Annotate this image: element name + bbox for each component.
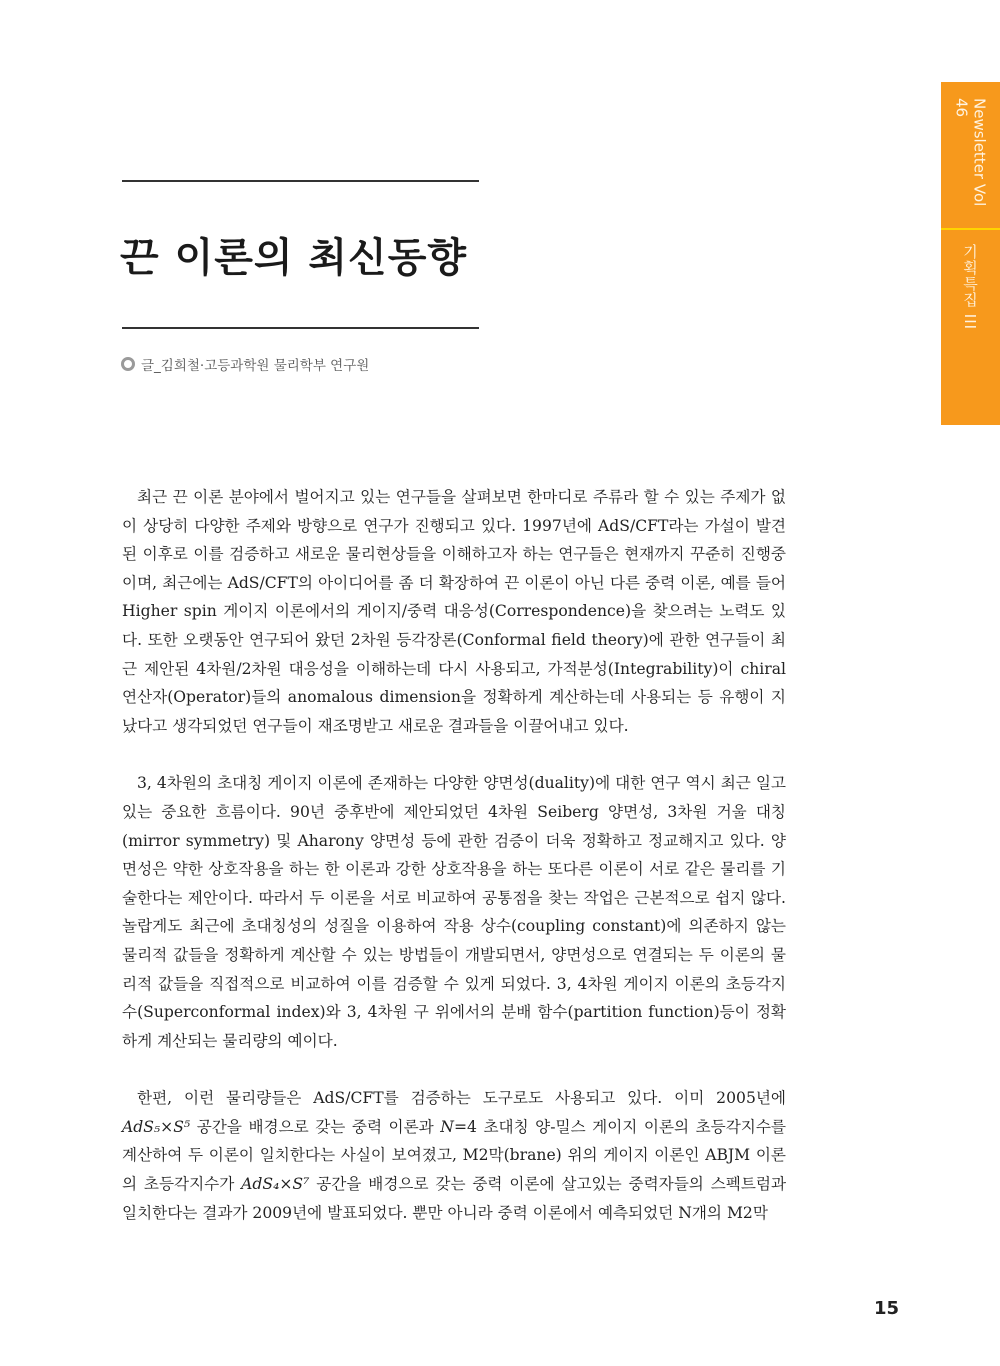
newsletter-label: Newsletter Vol 46 [952,98,989,207]
article-body [122,483,786,1256]
title-top-rule [122,180,479,182]
paragraph: 최근 끈 이론 분야에서 벌어지고 있는 연구들을 살펴보면 한마디로 주류라 할 수 있는 주제가 없이 상당히 다양한 주제와 방향으로 연구가 진행되고 있다. 1997년에 AdS/CFT라는 가설이 발견된 이후로 이를 검증하고 새로운 물리현상들을 이해하고자 하는 연구들은 현재까지 꾸준히 진행중이며, 최근에는 AdS/CFT의 아이디어를 좀 더 확장하여 끈 이론이 아닌 다른 중력 이론, 예를 들어 Higher spin 게이지 이론에서의 게이지/중력 대응성(Correspondence)을 찾으려는 노력도 있다. 또한 오랫동안 연구되어 왔던 2차원 등각장론(Conformal field theory)에 관한 연구들이 최근 제안된 4차원/2차원 대응성을 이해하는데 다시 사용되고, 가적분성(Integrability)이 chiral 연산자(Operator)들의 anomalous dimension을 정확하게 계산하는데 사용되는 등 유행이 지났다고 생각되었던 연구들이 재조명받고 새로운 결과들을 이끌어내고 있다. [122,488,786,735]
section-label: 기획특집 III [961,244,979,331]
math-ads4-s7: AdS₄×S⁷ [241,1175,310,1194]
paragraph: 3, 4차원의 초대칭 게이지 이론에 존재하는 다양한 양면성(duality)에 대한 연구 역시 최근 일고 있는 중요한 흐름이다. 90년 중후반에 제안되었던 4차원 Seiberg 양면성, 3차원 거울 대칭(mirror symmetry) 및 Aharony 양면성 등에 관한 검증이 더욱 정확하고 정교해지고 있다. 양면성은 약한 상호작용을 하는 한 이론과 강한 상호작용을 하는 또다른 이론이 서로 같은 물리를 기술한다는 제안이다. 따라서 두 이론을 서로 비교하여 공통점을 찾는 작업은 근본적으로 쉽지 않다. 놀랍게도 최근에 초대칭성의 성질을 이용하여 작용 상수(coupling constant)에 의존하지 않는 물리적 값들을 정확하게 계산할 수 있는 방법들이 개발되면서, 양면성으로 연결되는 두 이론의 물리적 값들을 직접적으로 비교하여 이를 검증할 수 있게 되었다. 3, 4차원 게이지 이론의 초등각지수(Superconformal index)와 3, 4차원 구 위에서의 분배 함수(partition function)등이 정확하게 계산되는 물리량의 예이다. [122,774,786,1050]
byline-text: 글_김희철·고등과학원 물리학부 연구원 [141,358,370,374]
section-tab [941,82,1000,425]
text-run: 한편, 이런 물리량들은 AdS/CFT를 검증하는 도구로도 사용되고 있다. 이미 2005년에 [137,1089,786,1108]
author-byline [121,354,369,374]
tab-divider [941,228,1000,230]
math-ads5-s5: AdS₅×S⁵ [122,1117,191,1136]
math-n: N [440,1117,454,1136]
article-title: 끈 이론의 최신동향 [120,235,467,281]
text-run: 공간을 배경으로 갖는 중력 이론에 살고있는 중력자들의 스펙트럼과 일치한다는 결과가 2009년에 발표되었다. 뿐만 아니라 중력 이론에서 예측되었던 N개의 M2막 [122,1175,787,1222]
text-run: 공간을 배경으로 갖는 중력 이론과 [190,1117,441,1136]
circle-bullet-icon [121,357,135,371]
text-run: =4 초대칭 양-밀스 게이지 이론의 초등각지수를 계산하여 두 이론이 일치한다는 사실이 보여졌고, M2막(brane) 위의 게이지 이론인 ABJM 이론의 초등각지수가 [122,1117,786,1194]
paragraph [122,1084,786,1227]
page-number: 15 [874,1298,900,1319]
title-bottom-rule [122,327,479,329]
